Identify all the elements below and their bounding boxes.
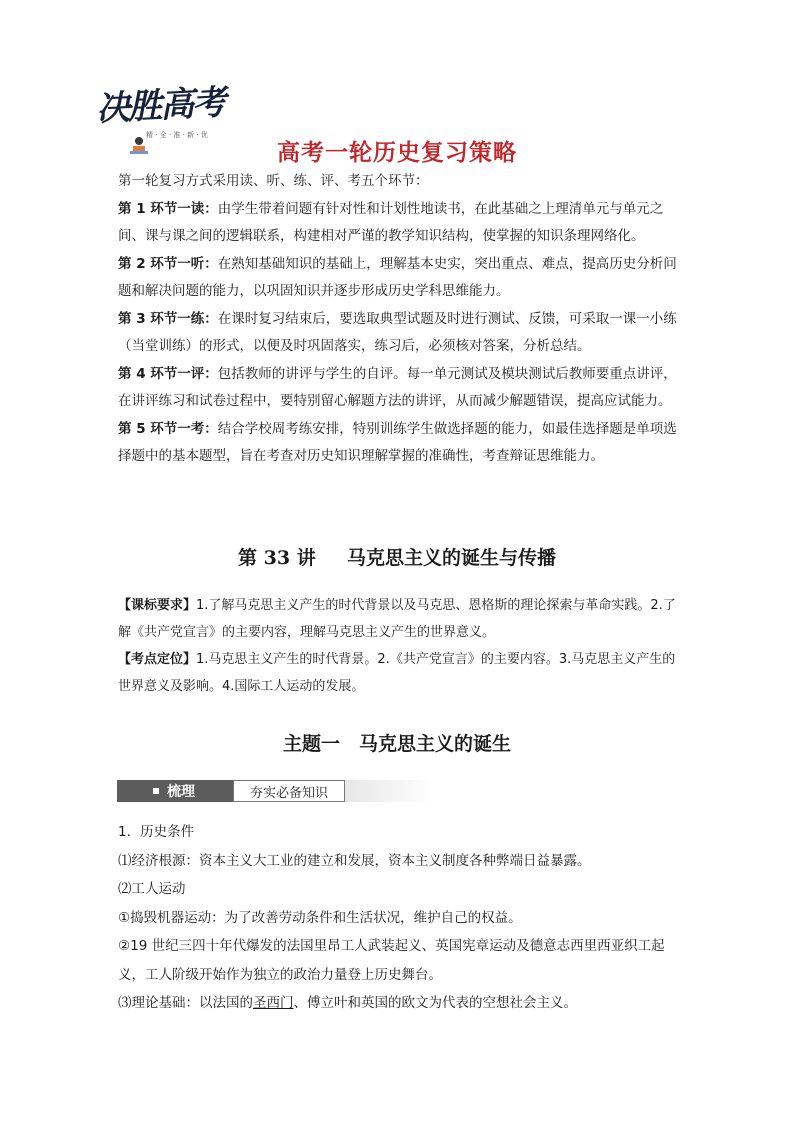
page-title: 高考一轮历史复习策略 — [277, 140, 517, 166]
intro-section — [118, 168, 678, 471]
intro-step-4: 第 4 环节一评：包括教师的讲评与学生的自评。每一单元测试及模块测试后教师要重点讲评，在讲评练习和试卷过程中，要特别留心解题方法的讲评，从而减少解题错误，提高应试能力。 — [118, 365, 677, 409]
content-item-2: ⑵工人运动 — [118, 881, 186, 897]
requirements-section — [118, 592, 678, 700]
intro-step-3: 第 3 环节一练：在课时复习结束后，要选取典型试题及时进行测试、反馈，可采取一课一小练（当堂训练）的形式，以便及时巩固落实，练习后，必须核对答案，分析总结。 — [118, 310, 677, 354]
logo-tagline: 精 · 全 · 准 · 新 · 优 — [146, 131, 208, 139]
curriculum-standard: 【课标要求】1.了解马克思主义产生的时代背景以及马克思、恩格斯的理论探索与革命实践。2.了解《共产党宣言》的主要内容，理解马克思主义产生的世界意义。 — [118, 598, 676, 640]
content-item-2a: ①捣毁机器运动：为了改善劳动条件和生活状况，维护自己的权益。 — [118, 909, 522, 926]
intro-step-2: 第 2 环节一听：在熟知基础知识的基础上，理解基本史实，突出重点、难点，提高历史分析问题和解决问题的能力，以巩固知识并逐步形成历史学科思维能力。 — [118, 255, 677, 299]
banner-label: 梳理 — [167, 784, 195, 800]
topic-title: 主题一 马克思主义的诞生 — [282, 733, 511, 755]
content-section — [118, 818, 678, 1018]
exam-focus: 【考点定位】1.马克思主义产生的时代背景。2.《共产党宣言》的主要内容。3.马克思主义产生的世界意义及影响。4.国际工人运动的发展。 — [118, 652, 676, 694]
content-item-2b: ②19 世纪三四十年代爆发的法国里昂工人武装起义、英国宪章运动及德意志西里西亚织工起义，工人阶级开始作为独立的政治力量登上历史舞台。 — [118, 938, 665, 983]
intro-step-1: 第 1 环节一读：由学生带着问题有针对性和计划性地读书，在此基础之上理清单元与单元之间、课与课之间的逻辑联系，构建相对严谨的教学知识结构，使掌握的知识条理网络化。 — [118, 200, 664, 244]
banner-subtitle: 夯实必备知识 — [249, 786, 328, 801]
intro-lead: 第一轮复习方式采用读、听、练、评、考五个环节： — [118, 173, 429, 189]
logo-text: 决胜高考 — [95, 82, 226, 130]
square-bullet-icon — [153, 788, 159, 794]
lesson-title: 第 33 讲 马克思主义的诞生与传播 — [238, 547, 556, 569]
intro-step-5: 第 5 环节一考：结合学校周考练安排，特别训练学生做选择题的能力，如最佳选择题是单项选择题中的基本题型，旨在考查对历史知识理解掌握的准确性，考查辩证思维能力。 — [118, 420, 677, 464]
content-item-3: ⑶理论基础：以法国的圣西门、傅立叶和英国的欧文为代表的空想社会主义。 — [118, 995, 577, 1011]
content-heading: 1．历史条件 — [118, 824, 195, 840]
content-item-1: ⑴经济根源：资本主义大工业的建立和发展，资本主义制度各种弊端日益暴露。 — [118, 852, 591, 869]
section-banner — [117, 780, 433, 804]
